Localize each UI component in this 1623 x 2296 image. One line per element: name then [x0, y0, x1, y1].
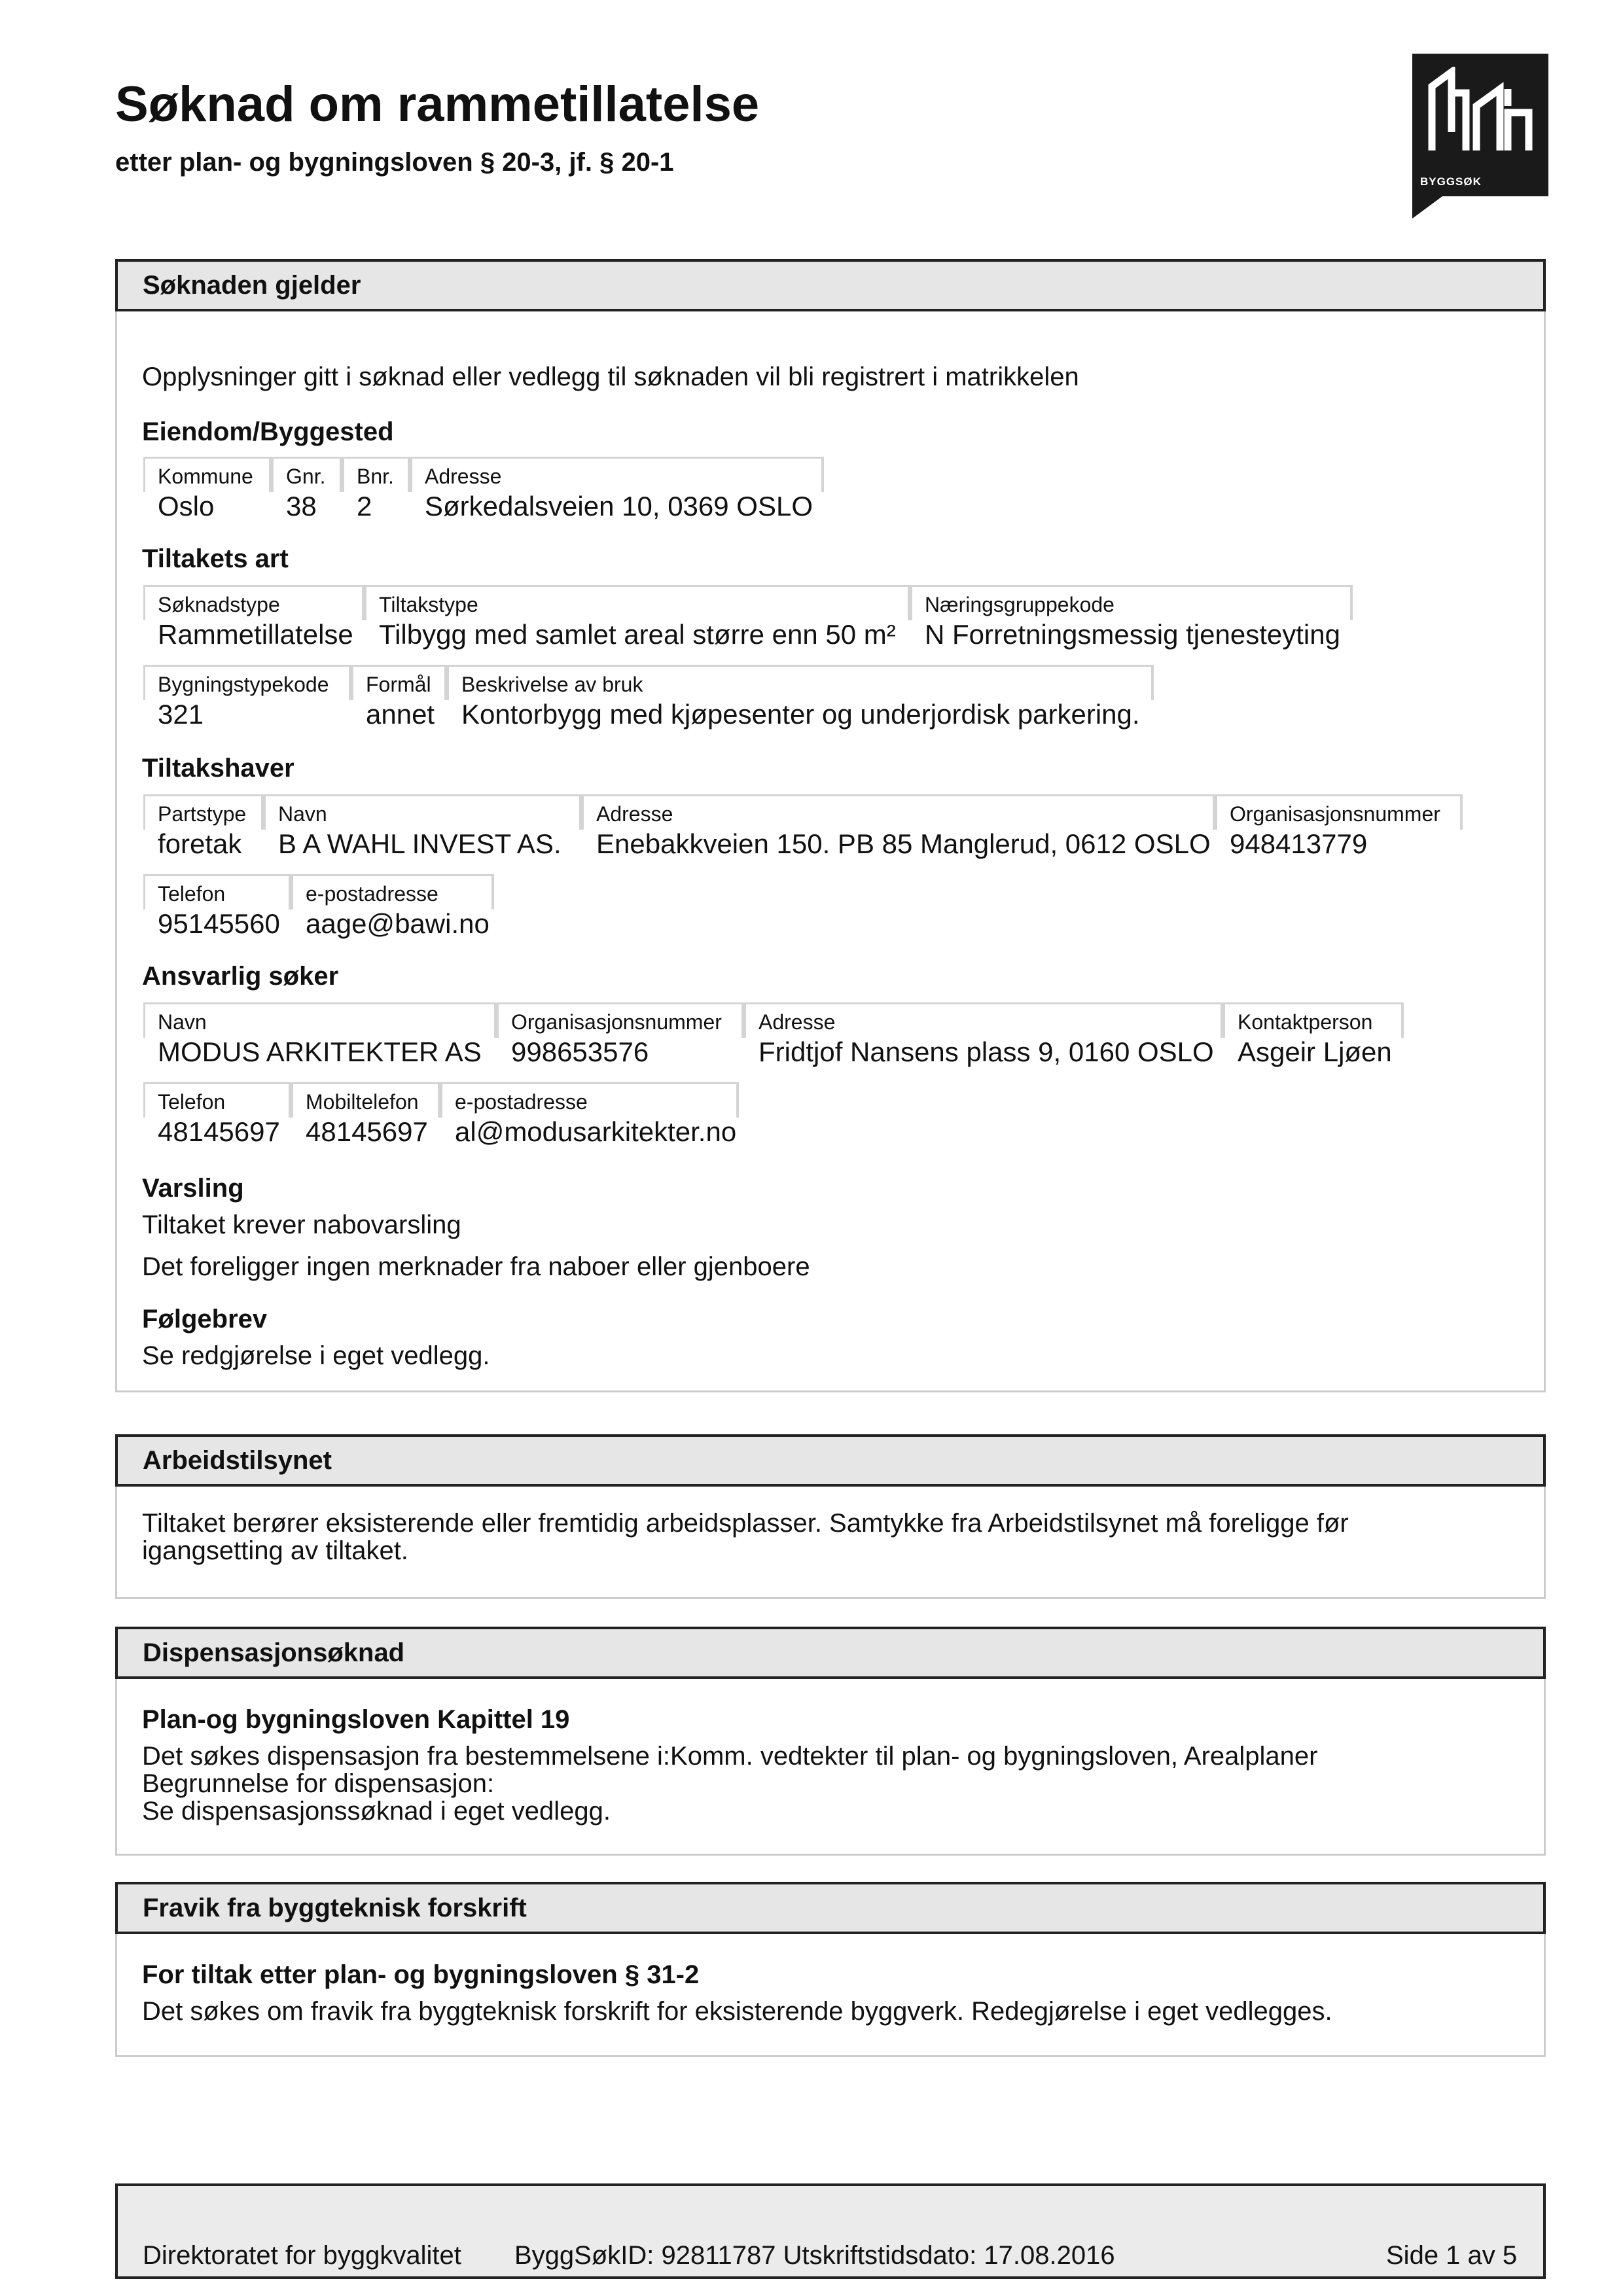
tiltakshaver-orgnr-field [1215, 794, 1463, 859]
section-header-label: Fravik fra byggteknisk forskrift [143, 1894, 527, 1922]
naering-field [910, 585, 1353, 650]
bruk-label: Beskrivelse av bruk [461, 673, 643, 696]
ansvarlig-navn-value: MODUS ARKITEKTER AS [158, 1036, 482, 1067]
ansvarlig-telefon-label: Telefon [158, 1090, 226, 1114]
formal-value: annet [366, 699, 435, 730]
bygningstype-field [143, 665, 351, 730]
tiltakstype-value: Tilbygg med samlet areal større enn 50 m² [379, 619, 896, 650]
ansvarlig-epost-label: e-postadresse [455, 1090, 588, 1114]
section-header [115, 1627, 1546, 1679]
gnr-value: 38 [286, 491, 317, 521]
varsling-line-2: Det foreligger ingen merknader fra naboer eller gjenboere [142, 1252, 810, 1281]
tiltakshaver-navn-label: Navn [278, 802, 327, 826]
fravik-heading: For tiltak etter plan- og bygningsloven § 31-2 [142, 1960, 700, 1989]
tiltakstype-field [365, 585, 910, 650]
tiltakstype-label: Tiltakstype [379, 593, 478, 616]
byggsok-logo [1412, 54, 1548, 219]
tiltakshaver-epost-field [291, 874, 494, 939]
varsling-heading: Varsling [142, 1174, 244, 1203]
ansvarlig-adresse-label: Adresse [758, 1010, 836, 1034]
ansvarlig-orgnr-field [497, 1002, 744, 1067]
ansvarlig-navn-label: Navn [158, 1010, 207, 1034]
formal-field [351, 665, 447, 730]
logo-text: BYGGSØK [1420, 175, 1482, 188]
bnr-value: 2 [357, 491, 372, 521]
section-header [115, 1434, 1546, 1487]
section-header [115, 1882, 1546, 1934]
section-soknaden-gjelder [115, 271, 1546, 1392]
ansvarlig-orgnr-value: 998653576 [511, 1036, 649, 1067]
soknadstype-label: Søknadstype [158, 593, 280, 616]
ansvarlig-adresse-value: Fridtjof Nansens plass 9, 0160 OSLO [758, 1036, 1214, 1067]
section-fravik [115, 1894, 1546, 2057]
section-header-label: Arbeidstilsynet [143, 1446, 332, 1475]
tiltakshaver-adresse-value: Enebakkveien 150. PB 85 Manglerud, 0612 OSLO [596, 828, 1211, 859]
section-header-label: Søknaden gjelder [143, 271, 361, 300]
soknadstype-value: Rammetillatelse [158, 619, 353, 650]
varsling-line-1: Tiltaket krever nabovarsling [142, 1210, 461, 1239]
tiltakshaver-orgnr-label: Organisasjonsnummer [1230, 802, 1440, 826]
page-title: Søknad om rammetillatelse [115, 77, 760, 132]
section-dispensasjon [115, 1638, 1546, 1856]
intro-text: Opplysninger gitt i søknad eller vedlegg til søknaden vil bli registrert i matrikkelen [142, 362, 1079, 391]
naering-value: N Forretningsmessig tjenesteyting [925, 619, 1340, 650]
bygningstype-value: 321 [158, 699, 204, 730]
page-subtitle: etter plan- og bygningsloven § 20-3, jf. § 20-1 [115, 148, 674, 177]
ansvarlig-navn-field [143, 1002, 497, 1067]
soknadstype-field [143, 585, 365, 650]
tiltakshaver-epost-value: aage@bawi.no [306, 908, 490, 939]
section-header [115, 259, 1546, 311]
bruk-value: Kontorbygg med kjøpesenter og underjordisk parkering. [461, 699, 1140, 730]
dispensasjon-line-2: Begrunnelse for dispensasjon: [142, 1769, 495, 1798]
ansvarlig-kontakt-label: Kontaktperson [1238, 1010, 1373, 1034]
ansvarlig-kontakt-value: Asgeir Ljøen [1238, 1036, 1392, 1067]
kommune-field [143, 457, 272, 521]
partstype-value: foretak [158, 828, 242, 859]
kommune-value: Oslo [158, 491, 215, 521]
dispensasjon-line-3: Se dispensasjonssøknad i eget vedlegg. [142, 1797, 611, 1826]
arbeidstilsynet-line-2: igangsetting av tiltaket. [142, 1536, 408, 1565]
arbeidstilsynet-line-1: Tiltaket berører eksisterende eller fremtidig arbeidsplasser. Samtykke fra Arbeidstilsynet må foreligge før [142, 1509, 1349, 1538]
tiltakshaver-adresse-label: Adresse [596, 802, 673, 826]
eiendom-adresse-field [410, 457, 824, 521]
eiendom-adresse-value: Sørkedalsveien 10, 0369 OSLO [425, 491, 813, 521]
ansvarlig-mobil-value: 48145697 [306, 1116, 428, 1147]
tiltakshaver-telefon-field [143, 874, 291, 939]
tiltakshaver-adresse-field [582, 794, 1215, 859]
page-footer [115, 2183, 1546, 2279]
folgebrev-text: Se redgjørelse i eget vedlegg. [142, 1341, 490, 1370]
tiltakshaver-telefon-label: Telefon [158, 882, 226, 906]
bygningstype-label: Bygningstypekode [158, 673, 329, 696]
dispensasjon-line-1: Det søkes dispensasjon fra bestemmelsene i:Komm. vedtekter til plan- og bygningsloven, Arealplaner [142, 1742, 1318, 1771]
tiltak-heading: Tiltakets art [142, 544, 289, 573]
section-header-label: Dispensasjonsøknad [143, 1638, 405, 1667]
ansvarlig-epost-value: al@modusarkitekter.no [455, 1116, 737, 1147]
eiendom-adresse-label: Adresse [425, 465, 502, 488]
footer-page-number: Side 1 av 5 [1386, 2241, 1518, 2270]
ansvarlig-adresse-field [744, 1002, 1223, 1067]
ansvarlig-mobil-label: Mobiltelefon [306, 1090, 419, 1114]
ansvarlig-orgnr-label: Organisasjonsnummer [511, 1010, 722, 1034]
footer-id: ByggSøkID: 92811787 Utskriftstidsdato: 17.08.2016 [514, 2241, 1115, 2270]
folgebrev-heading: Følgebrev [142, 1305, 268, 1333]
gnr-field [272, 457, 342, 521]
bnr-label: Bnr. [357, 465, 394, 488]
bruk-field [447, 665, 1154, 730]
tiltakshaver-telefon-value: 95145560 [158, 908, 280, 939]
gnr-label: Gnr. [286, 465, 326, 488]
byggsok-logo-icon [1427, 67, 1534, 152]
tiltakshaver-navn-field [264, 794, 582, 859]
tiltakshaver-heading: Tiltakshaver [142, 754, 294, 783]
ansvarlig-kontakt-field [1223, 1002, 1404, 1067]
partstype-field [143, 794, 264, 859]
dispensasjon-heading: Plan-og bygningsloven Kapittel 19 [142, 1705, 570, 1734]
fravik-line-1: Det søkes om fravik fra byggteknisk forskrift for eksisterende byggverk. Redegjørelse i eget vedlegges. [142, 1997, 1332, 2026]
formal-label: Formål [366, 673, 431, 696]
tiltakshaver-navn-value: B A WAHL INVEST AS. [278, 828, 562, 859]
ansvarlig-epost-field [440, 1082, 739, 1147]
partstype-label: Partstype [158, 802, 247, 826]
ansvarlig-mobil-field [291, 1082, 440, 1147]
ansvarlig-telefon-field [143, 1082, 291, 1147]
tiltakshaver-orgnr-value: 948413779 [1230, 828, 1368, 859]
kommune-label: Kommune [158, 465, 253, 488]
logo-tab [1412, 196, 1442, 219]
ansvarlig-heading: Ansvarlig søker [142, 962, 339, 991]
bnr-field [342, 457, 410, 521]
tiltakshaver-epost-label: e-postadresse [306, 882, 438, 906]
eiendom-heading: Eiendom/Byggested [142, 417, 394, 446]
naering-label: Næringsgruppekode [925, 593, 1115, 616]
section-arbeidstilsynet [115, 1446, 1546, 1599]
ansvarlig-telefon-value: 48145697 [158, 1116, 280, 1147]
footer-org: Direktoratet for byggkvalitet [143, 2241, 461, 2270]
